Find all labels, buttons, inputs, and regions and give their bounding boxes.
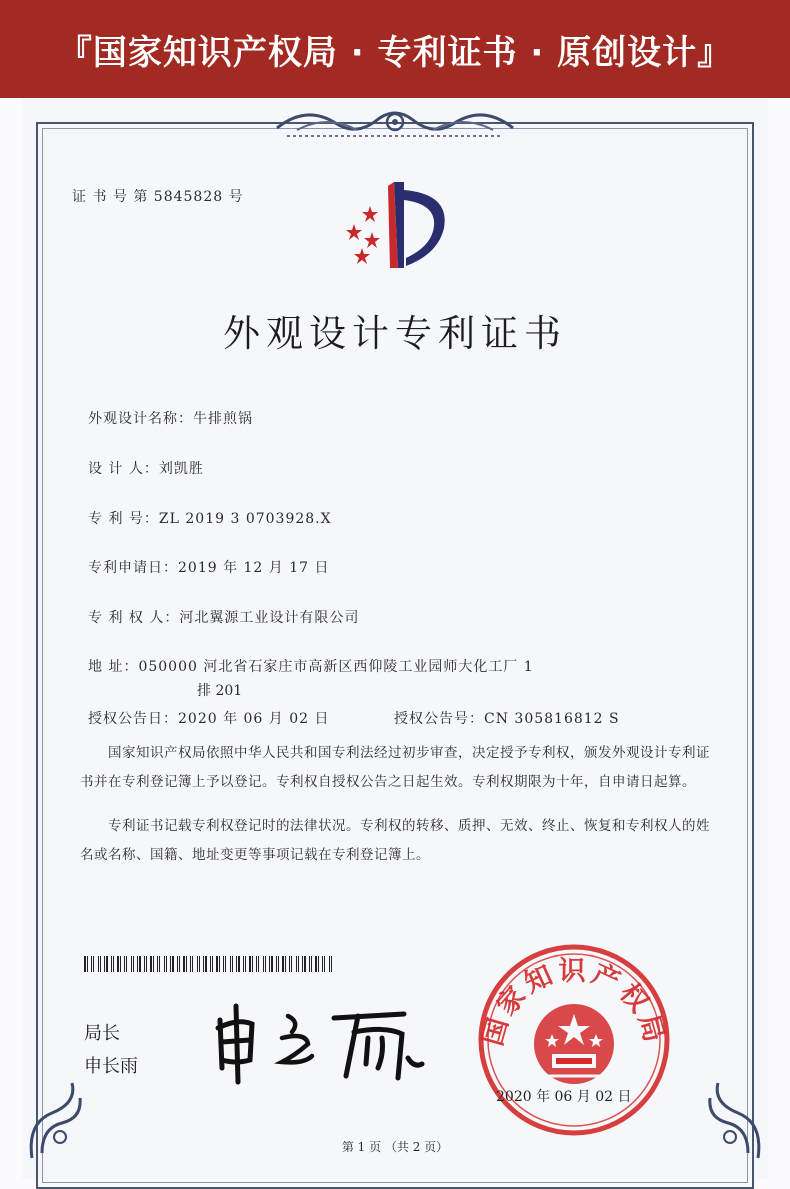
- address-label: 地 址：: [88, 659, 139, 675]
- patent-number-field: [88, 508, 332, 528]
- grant-number-field: [394, 708, 620, 728]
- grant-date-label: 授权公告日：: [88, 711, 178, 727]
- designer-value: 刘凯胜: [158, 461, 204, 477]
- patentee-value: 河北翼源工业设计有限公司: [179, 610, 360, 626]
- address-value: 050000 河北省石家庄市高新区西仰陵工业园师大化工厂 1: [138, 659, 534, 675]
- designer-label: 设 计 人：: [88, 461, 159, 477]
- certificate-number: 证 书 号 第 5845828 号: [72, 189, 244, 205]
- top-banner: [0, 0, 790, 98]
- certificate: [22, 98, 768, 1179]
- application-date-label: 专利申请日：: [88, 560, 178, 576]
- seal-date: 2020 年 06 月 02 日: [496, 1089, 632, 1105]
- address-line-2: 排 201: [197, 683, 243, 699]
- signature-icon: [208, 998, 428, 1088]
- official-seal-icon: [474, 940, 674, 1140]
- patentee-label: 专 利 权 人：: [88, 610, 180, 626]
- patent-number-label: 专 利 号：: [88, 511, 159, 527]
- page-footer: 第 1 页 （共 2 页）: [341, 1140, 449, 1154]
- director-title: 局长: [84, 1023, 120, 1044]
- director-name: 申长雨: [84, 1056, 138, 1077]
- grant-paragraph: 国家知识产权局依照中华人民共和国专利法经过初步审查，决定授予专利权，颁发外观设计专利证书并在专利登记簿上予以登记。专利权自授权公告之日起生效。专利权期限为十年，自申请日起算。: [80, 745, 710, 790]
- banner-title: 『国家知识产权局 · 专利证书 · 原创设计』: [57, 32, 733, 73]
- application-date-value: 2019 年 12 月 17 日: [178, 560, 330, 576]
- grant-number-label: 授权公告号：: [394, 711, 484, 727]
- patent-office-logo-icon: [332, 176, 462, 276]
- certificate-title: 外观设计专利证书: [223, 312, 567, 355]
- barcode-icon: [84, 956, 338, 972]
- seal-text: 国家知识产权局: [477, 956, 671, 1050]
- design-name-label: 外观设计名称：: [88, 411, 193, 427]
- patentee-field: [88, 607, 359, 627]
- grant-date-value: 2020 年 06 月 02 日: [178, 711, 330, 727]
- grant-date-field: [88, 708, 330, 728]
- top-ornament-icon: [267, 100, 523, 144]
- application-date-field: [88, 557, 330, 577]
- design-name-field: [88, 408, 253, 428]
- legal-status-paragraph: 专利证书记载专利权登记时的法律状况。专利权的转移、质押、无效、终止、恢复和专利权人的姓名或名称、国籍、地址变更等事项记载在专利登记簿上。: [80, 818, 710, 863]
- grant-number-value: CN 305816812 S: [484, 711, 620, 727]
- patent-number-value: ZL 2019 3 0703928.X: [158, 511, 332, 527]
- address-field: [88, 656, 534, 676]
- designer-field: [88, 458, 204, 478]
- design-name-value: 牛排煎锅: [193, 411, 253, 427]
